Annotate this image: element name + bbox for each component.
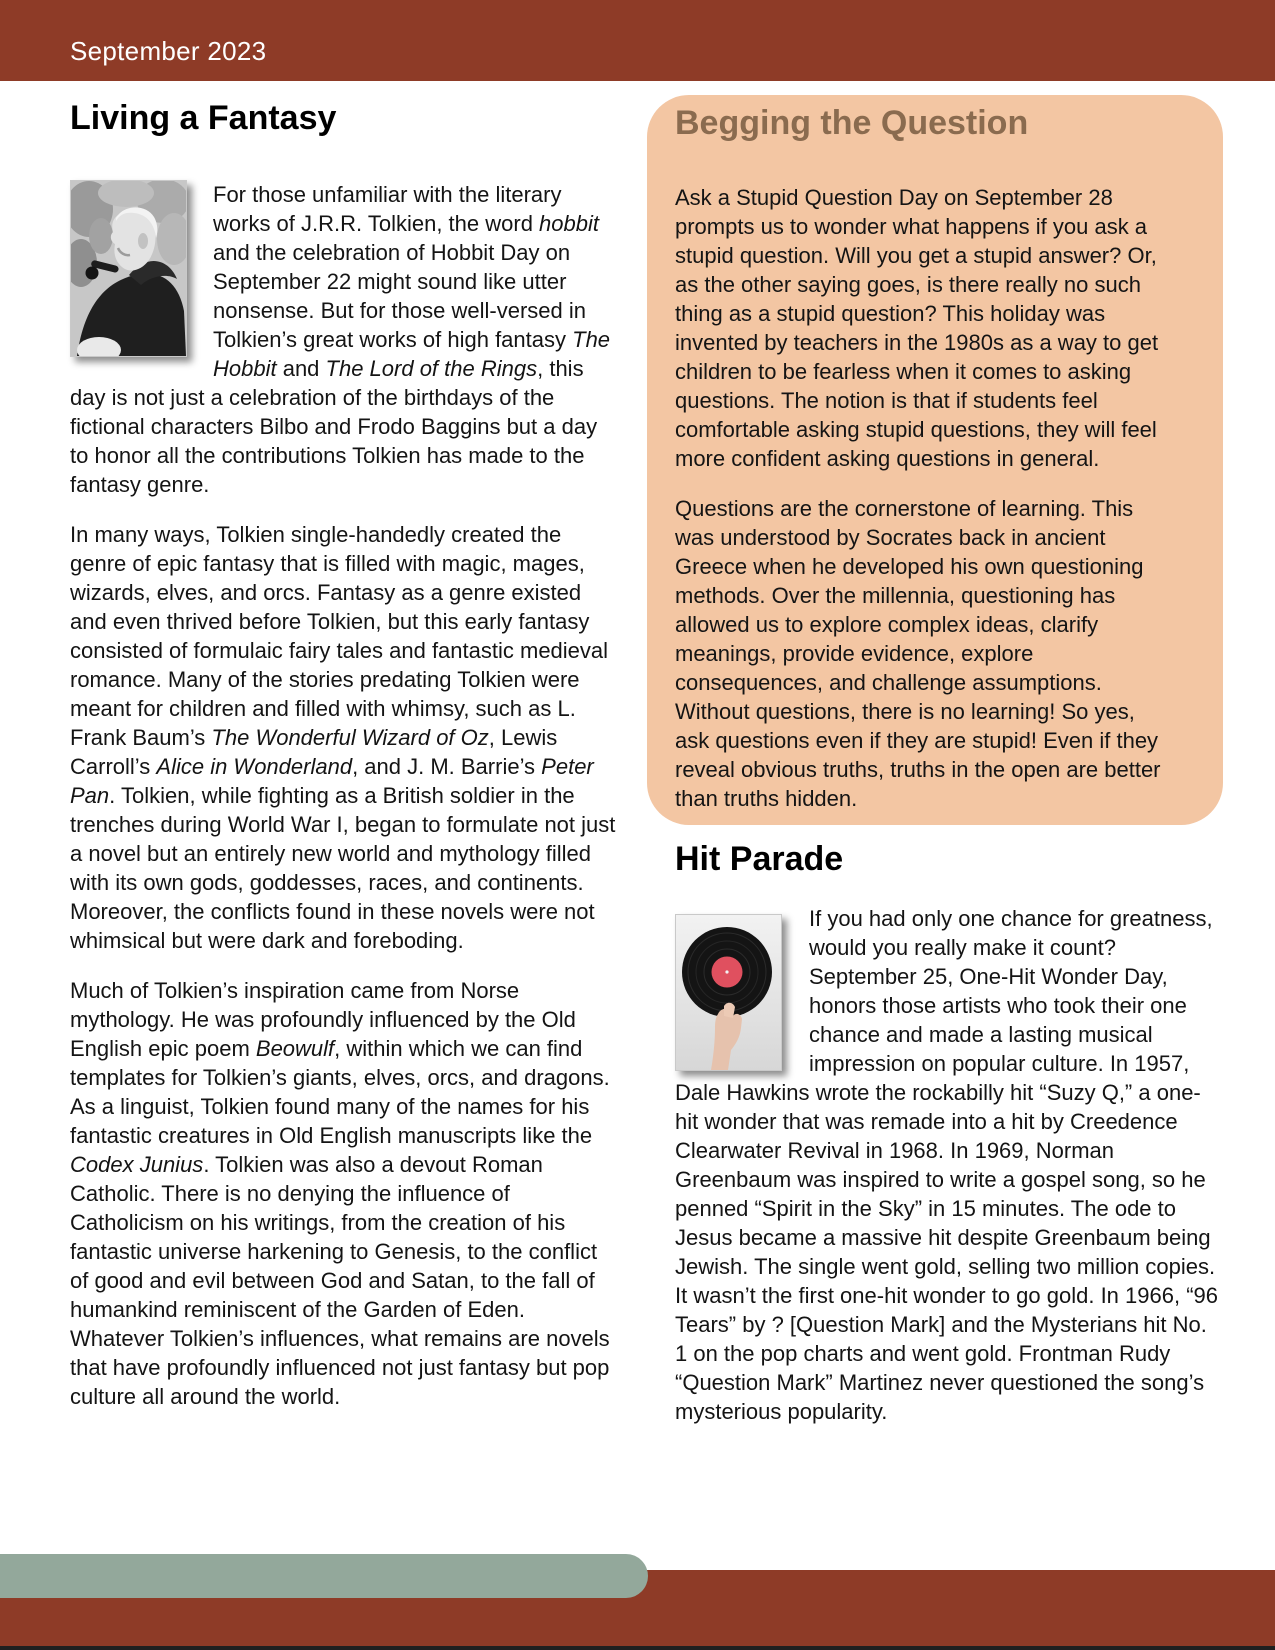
vinyl-record-graphic	[676, 915, 781, 1070]
issue-date: September 2023	[70, 36, 267, 66]
paragraph: Ask a Stupid Question Day on September 28 prompts us to wonder what happens if you ask a stupid question. Will you get a stupid answer? Or, as the other saying goes, is there really no such thing as a stupid question? This holiday was invented by teachers in the 1980s as a way to get children to be fearless when it comes to asking questions. The notion is that if students feel comfortable asking stupid questions, they will feel more confident asking questions in general.	[675, 185, 1159, 471]
paragraph: For those unfamiliar with the literary works of J.R.R. Tolkien, the word hobbit and the celebration of Hobbit Day on September 22 might sound like utter nonsense. But for those well-versed in Tolkien’s great works of high fantasy The Hobbit and The Lord of the Rings, this day is not just a celebration of the birthdays of the fictional characters Bilbo and Frodo Baggins but a day to honor all the contributions Tolkien has made to the fantasy genre.	[70, 182, 611, 497]
footer-accent-bar	[0, 1554, 648, 1598]
callout-begging-the-question	[647, 95, 1223, 825]
paragraph: Questions are the cornerstone of learning. This was understood by Socrates back in ancient Greece when he developed his own questioning methods. Over the millennia, questioning has allowed us to explore complex ideas, clarify meanings, provide evidence, explore consequences, and challenge assumptions. Without questions, there is no learning! So yes, ask questions even if they are stupid! Even if they reveal obvious truths, truths in the open are better than truths hidden.	[675, 496, 1161, 811]
vinyl-record-photo	[675, 914, 782, 1071]
living-a-fantasy-body	[70, 180, 618, 1411]
living-a-fantasy-title: Living a Fantasy	[70, 99, 337, 137]
right-column	[647, 95, 1223, 1426]
hit-parade-title: Hit Parade	[675, 840, 844, 878]
hit-parade-body	[675, 904, 1223, 1426]
begging-the-question-title: Begging the Question	[675, 104, 1029, 142]
article-living-a-fantasy	[70, 99, 618, 1411]
tolkien-portrait-graphic	[71, 181, 186, 356]
paragraph: Much of Tolkien’s inspiration came from Norse mythology. He was profoundly influenced by the Old English epic poem Beowulf, within which we can find templates for Tolkien’s giants, elves, orcs, and dragons. As a linguist, Tolkien found many of the names for his fantastic creatures in Old English manuscripts like the Codex Junius. Tolkien was also a devout Roman Catholic. There is no denying the influence of Catholicism on his writings, from the creation of his fantastic universe harkening to Genesis, to the conflict of good and evil between God and Satan, to the fall of humankind reminiscent of the Garden of Eden. Whatever Tolkien’s influences, what remains are novels that have profoundly influenced not just fantasy but pop culture all around the world.	[70, 978, 610, 1409]
paragraph: In many ways, Tolkien single-handedly created the genre of epic fantasy that is filled with magic, mages, wizards, elves, and orcs. Fantasy as a genre existed and even thrived before Tolkien, but this early fantasy consisted of formulaic fairy tales and fantastic medieval romance. Many of the stories predating Tolkien were meant for children and filled with whimsy, such as L. Frank Baum’s The Wonderful Wizard of Oz, Lewis Carroll’s Alice in Wonderland, and J. M. Barrie’s Peter Pan. Tolkien, while fighting as a British soldier in the trenches during World War I, began to formulate not just a novel but an entirely new world and mythology filled with its own gods, goddesses, races, and continents. Moreover, the conflicts found in these novels were not whimsical but were dark and foreboding.	[70, 522, 616, 953]
tolkien-photo	[70, 180, 187, 357]
paragraph: If you had only one chance for greatness, would you really make it count? September 25, One-Hit Wonder Day, honors those artists who took their one chance and made a lasting musical impression on popular culture. In 1957, Dale Hawkins wrote the rockabilly hit “Suzy Q,” a one-hit wonder that was remade into a hit by Creedence Clearwater Revival in 1968. In 1969, Norman Greenbaum was inspired to write a gospel song, so he penned “Spirit in the Sky” in 15 minutes. The ode to Jesus became a massive hit despite Greenbaum being Jewish. The single went gold, selling two million copies. It wasn’t the first one-hit wonder to go gold. In 1966, “96 Tears” by ? [Question Mark] and the Mysterians hit No. 1 on the pop charts and went gold. Frontman Rudy “Question Mark” Martinez never questioned the song’s mysterious popularity.	[675, 906, 1218, 1424]
page-bottom-edge	[0, 1646, 1275, 1650]
article-hit-parade	[647, 839, 1223, 1426]
header-bar	[0, 0, 1275, 81]
